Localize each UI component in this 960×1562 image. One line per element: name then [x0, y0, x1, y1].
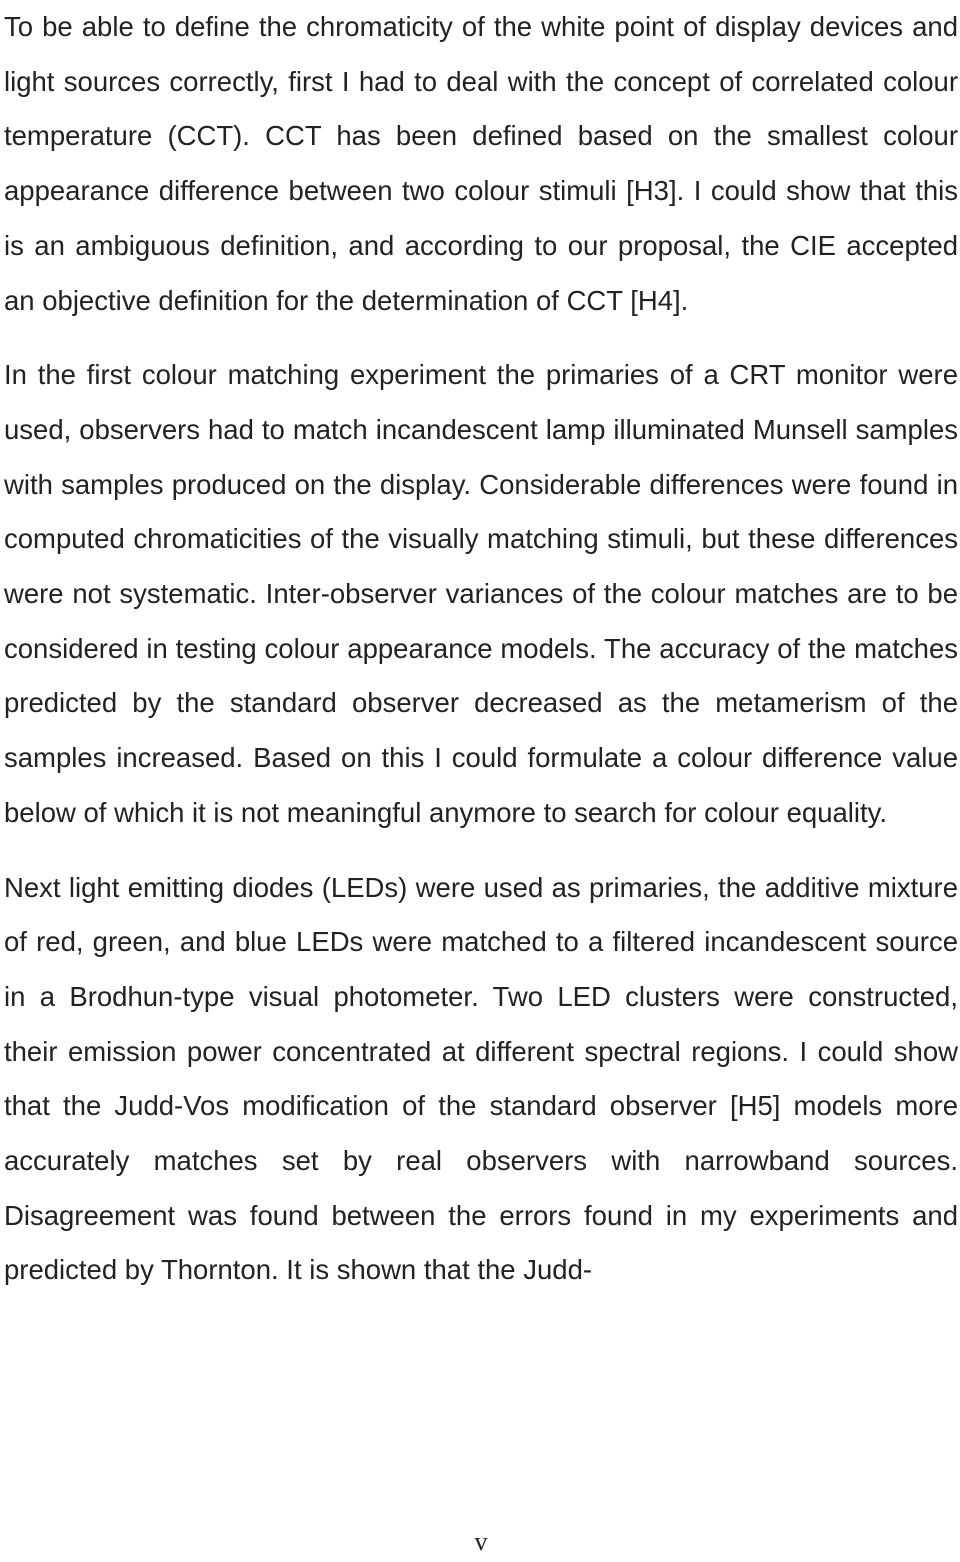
- page-number: v: [474, 1527, 488, 1556]
- paragraph-led-experiment: Next light emitting diodes (LEDs) were used as primaries, the additive mixture of red, green, and blue LEDs were matched to a filtered incandescent source in a Brodhun-type visual photometer. Two LED clusters were constructed, their emission power concentrated at different spectral regions. I could show that the Judd-Vos modification of the standard observer [H5] models more accurately matches set by real observers with narrowband sources. Disagreement was found between the errors found in my experiments and predicted by Thornton. It is shown that the Judd-: [4, 871, 958, 1286]
- paragraph-crt-experiment: In the first colour matching experiment the primaries of a CRT monitor were used, observers had to match incandescent lamp illuminated Munsell samples with samples produced on the display. Considerable differences were found in computed chromaticities of the visually matching stimuli, but these differences were not systematic. Inter-observer variances of the colour matches are to be considered in testing colour appearance models. The accuracy of the matches predicted by the standard observer decreased as the metamerism of the samples increased. Based on this I could formulate a colour difference value below of which it is not meaningful anymore to search for colour equality.: [4, 359, 958, 828]
- document-page: [4, 0, 958, 1562]
- paragraph-cct: To be able to define the chromaticity of the white point of display devices and light sources correctly, first I had to deal with the concept of correlated colour temperature (CCT). CCT has been defined based on the smallest colour appearance difference between two colour stimuli [H3]. I could show that this is an ambiguous definition, and according to our proposal, the CIE accepted an objective definition for the determination of CCT [H4].: [4, 11, 958, 316]
